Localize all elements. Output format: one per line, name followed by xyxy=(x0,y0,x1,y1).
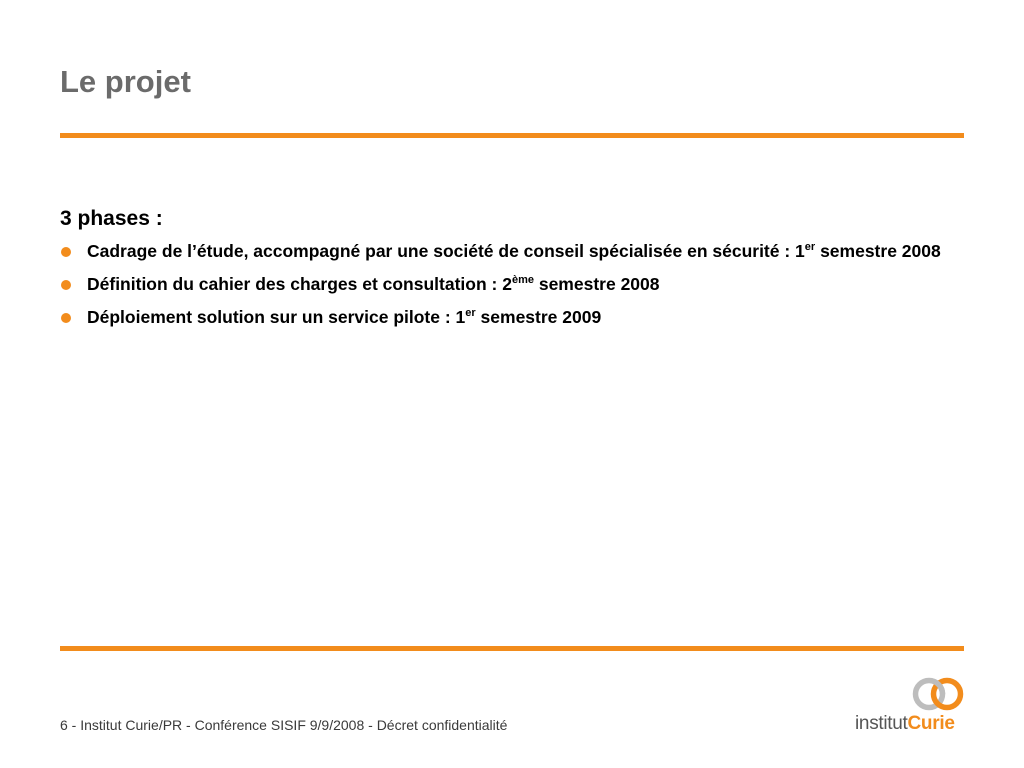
bullet-text: Cadrage de l’étude, accompagné par une société de conseil spécialisée en sécurité : 1 xyxy=(87,241,805,261)
intro-heading: 3 phases : xyxy=(60,207,163,230)
bullet-icon xyxy=(61,280,71,290)
bullet-icon xyxy=(61,313,71,323)
logo-word-curie: Curie xyxy=(907,713,955,734)
logo-word-institut: institut xyxy=(855,713,908,734)
bullet-text-end: semestre 2008 xyxy=(533,274,660,294)
logo-wordmark xyxy=(855,712,955,736)
slide-content xyxy=(60,205,964,338)
bullet-icon xyxy=(61,247,71,257)
bullet-superscript: er xyxy=(804,241,816,253)
list-item xyxy=(60,305,964,333)
bullet-superscript: er xyxy=(465,307,476,319)
bullet-text-end: semestre 2008 xyxy=(815,241,941,261)
footer-text: 6 - Institut Curie/PR - Conférence SISIF 9/9/2008 - Décret confidentialité xyxy=(60,717,508,733)
bullet-text: Déploiement solution sur un service pilote : 1 xyxy=(87,307,466,327)
bullet-superscript: ème xyxy=(511,274,534,286)
list-item xyxy=(60,272,964,300)
top-divider xyxy=(60,133,964,138)
institut-curie-logo xyxy=(855,676,967,738)
phase-list xyxy=(60,239,964,333)
bullet-text: Définition du cahier des charges et consultation : 2 xyxy=(87,274,512,294)
logo-rings-icon xyxy=(912,676,968,712)
bottom-divider xyxy=(60,646,964,651)
slide-title: Le projet xyxy=(60,64,191,99)
bullet-text-end: semestre 2009 xyxy=(475,307,602,327)
list-item xyxy=(60,239,964,267)
